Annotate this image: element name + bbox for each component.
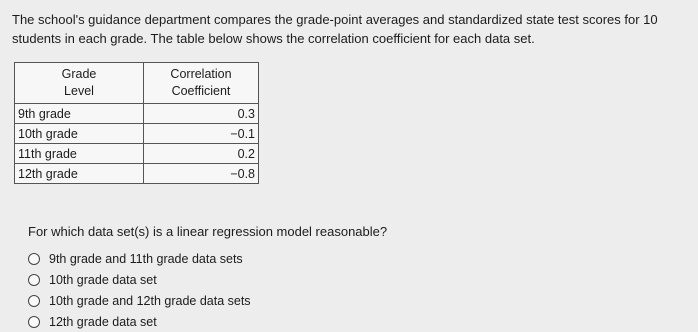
answer-option-label: 10th grade and 12th grade data sets [49, 293, 251, 308]
header-correlation-coefficient [144, 63, 259, 104]
header-correlation-line-1: Correlation [170, 67, 232, 81]
header-grade-level-line-1: Grade [61, 67, 97, 81]
answer-option-label: 12th grade data set [49, 314, 157, 329]
radio-button-icon[interactable] [28, 316, 40, 328]
table-row [15, 144, 259, 164]
table-header-row [15, 63, 259, 104]
coefficient-cell: 0.3 [144, 104, 259, 124]
coefficient-cell: −0.1 [144, 124, 259, 144]
header-correlation-line-2: Coefficient [171, 84, 231, 98]
answer-option-label: 9th grade and 11th grade data sets [49, 251, 243, 266]
question-text: For which data set(s) is a linear regression model reasonable? [28, 224, 388, 239]
answer-option-3[interactable] [28, 290, 251, 311]
grade-cell: 10th grade [15, 124, 144, 144]
radio-button-icon[interactable] [28, 253, 40, 265]
answer-option-2[interactable] [28, 269, 251, 290]
grade-cell: 11th grade [15, 144, 144, 164]
intro-line-1: The school's guidance department compares the grade-point averages and standardized state test scores for 10 [12, 12, 658, 27]
correlation-table [14, 62, 259, 184]
table-row [15, 104, 259, 124]
radio-button-icon[interactable] [28, 295, 40, 307]
grade-cell: 9th grade [15, 104, 144, 124]
header-grade-level-line-2: Level [64, 84, 94, 98]
table-row [15, 164, 259, 184]
header-grade-level [15, 63, 144, 104]
intro-text [12, 10, 682, 48]
coefficient-cell: −0.8 [144, 164, 259, 184]
coefficient-cell: 0.2 [144, 144, 259, 164]
grade-cell: 12th grade [15, 164, 144, 184]
answer-option-1[interactable] [28, 248, 251, 269]
answer-option-label: 10th grade data set [49, 272, 157, 287]
answer-option-4[interactable] [28, 311, 251, 332]
answer-options [28, 248, 251, 332]
table-row [15, 124, 259, 144]
radio-button-icon[interactable] [28, 274, 40, 286]
intro-line-2: students in each grade. The table below shows the correlation coefficient for each data set. [12, 31, 535, 46]
